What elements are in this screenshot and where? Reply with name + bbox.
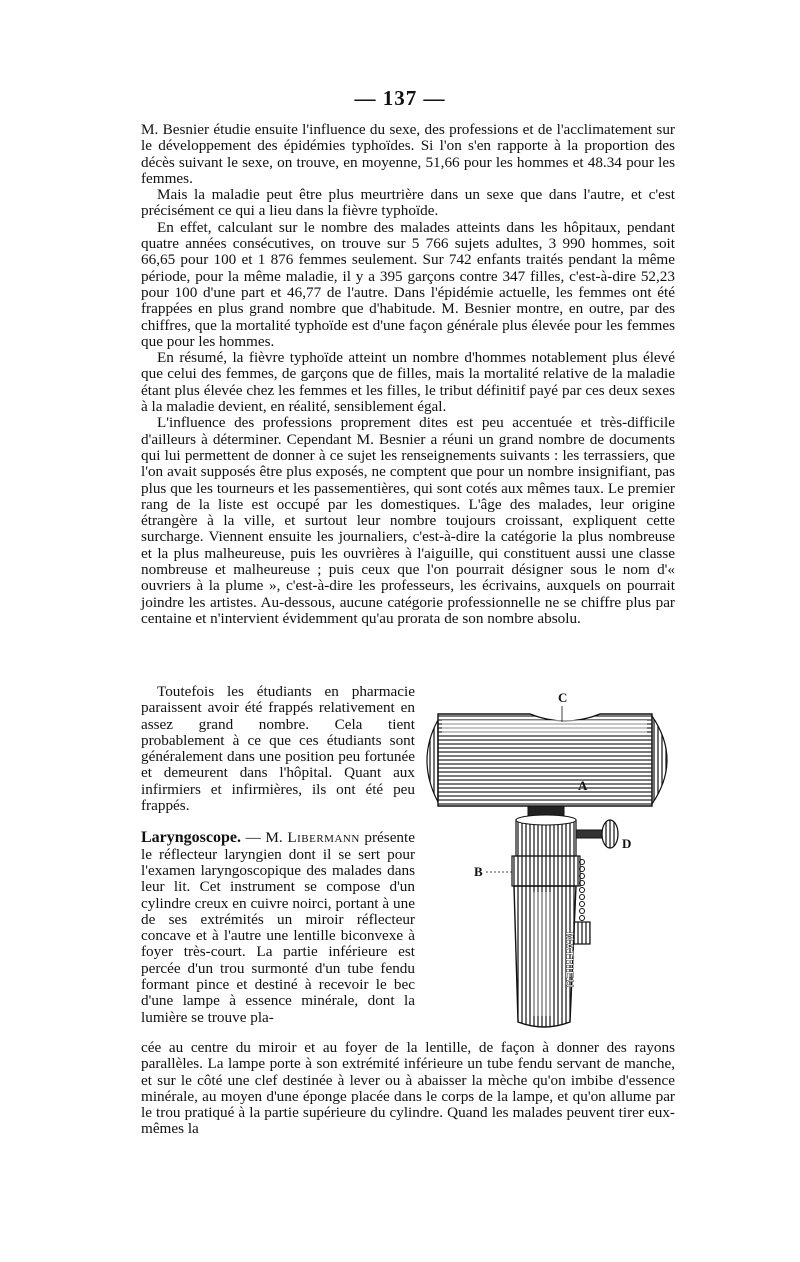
- author-name: Libermann: [287, 829, 360, 847]
- lamp-collar: [512, 856, 580, 886]
- paragraph-sex-influence: M. Besnier étudie ensuite l'influence du sexe, des professions et de l'acclimatement sur le développement des épidémies typhoïdes. Si l'on s'en rapporte à la proportion des décès suivant le sexe, on trouve, en moyenne, 51,66 pour les hommes et 48.34 pour les femmes.: [141, 121, 675, 187]
- figure-label-d: D: [622, 836, 632, 851]
- paragraph-laryngoscope-continued: cée au centre du miroir et au foyer de la lentille, de façon à donner des rayons parallèles. La lampe porte à son extrémité inférieure un tube fendu servant de manche, et sur le côté une clef destinée à lever ou à abaisser la mèche qu'on imbibe d'essence minérale, au moyen d'une éponge placée dans le corps de la lampe, et qu'on allume par le trou pratiqué à la partie supérieure du cylindre. Quand les malades peuvent tirer eux-mêmes la: [141, 1039, 675, 1138]
- section-heading-laryngoscope: Laryngoscope.: [141, 829, 241, 847]
- figure-label-c: C: [558, 690, 568, 705]
- paragraph-pharmacy-students: Toutefois les étudiants en pharmacie paraissent avoir été frappés relativement en assez grand nombre. Cela tient probablement à ce que ces étudiants sont généralement dans une position peu fortunée et demeurent dans l'hôpital. Quant aux infirmiers et infirmières, ils ont été peu frappés.: [141, 683, 415, 815]
- main-text-bottom: [141, 1040, 675, 1138]
- laryngoscope-illustration: [420, 682, 690, 1042]
- paragraph-summary: En résumé, la fièvre typhoïde atteint un nombre d'hommes notablement plus élevé que celui des femmes, de garçons que de filles, mais la mortalité relative de la maladie étant plus élevée chez les femmes et les filles, le tribut définitif payé par ces deux sexes à la maladie devient, en réalité, sensiblement égal.: [141, 349, 675, 416]
- paragraph-professions: L'influence des professions proprement dites est peu accentuée et très-difficile d'ailleurs à déterminer. Cependant M. Besnier a réuni un grand nombre de documents qui lui permettent de donner à ce sujet les renseignements suivants : les terrassiers, que l'on avait supposés être plus exposés, ne comptent que pour un nombre insignifiant, pas plus que les tourneurs et les passementières, qui sont cotés aux mêmes taux. Le premier rang de la liste est occupé par les domestiques. L'âge des malades, leur origine étrangère à la ville, et surtout leur nombre toujours croissant, expliquent cette surcharge. Viennent ensuite les journaliers, c'est-à-dire la catégorie la plus nombreuse et la plus malheureuse, puis les ouvrières à l'aiguille, qui constituent aussi une classe nombreuse et malheureuse ; puis ceux que l'on pourrait désigner sous le nom d'« ouvriers à la plume », c'est-à-dire les professeurs, les écrivains, auxquels on pourrait joindre les artistes. Au-dessous, aucune catégorie professionnelle ne se chiffre plus par centaine et n'intervient évidemment qu'au prorata de son nombre absolu.: [141, 414, 675, 627]
- heading-dash: — M.: [241, 829, 288, 847]
- main-text-top: [141, 122, 675, 627]
- maker-engraving: MATHIEU: [563, 932, 575, 989]
- paragraph-statistics: En effet, calculant sur le nombre des malades atteints dans les hôpitaux, pendant quatre années consécutives, on trouve sur 5 766 sujets adultes, 3 990 hommes, soit 66,65 pour 100 et 1 876 femmes seulement. Sur 742 enfants traités pendant la même période, pour la même maladie, il y a 395 garçons contre 347 filles, c'est-à-dire 52,23 pour 100 d'une part et 46,77 de l'autre. Dans l'épidémie actuelle, les femmes ont été frappées en plus grand nombre que d'habitude. M. Besnier montre, en outre, par des chiffres, que la mortalité typhoïde est d'une façon générale plus élevée pour les femmes que pour les hommes.: [141, 218, 675, 350]
- lens-end-cap: [652, 716, 667, 804]
- wrapped-text-column: [141, 684, 415, 1026]
- lamp-highlight: [532, 892, 552, 1016]
- paragraph-mortality: Mais la maladie peut être plus meurtrière dans un sexe que dans l'autre, et c'est précisément ce qui a lieu dans la fièvre typhoïde.: [141, 186, 675, 220]
- laryngoscope-description: présente le réflecteur laryngien dont il se sert pour l'examen laryngoscopique des malades dans leur lit. Cet instrument se compose d'un cylindre creux en cuivre noirci, portant à une de ses extrémités un miroir réflecteur concave et à l'autre une lentille biconvexe à foyer très-court. La partie inférieure est percée d'un trou surmonté d'un tube fendu formant pince et destiné à recevoir le bec d'une lampe à essence minérale, dont la lumière se trouve pla-: [141, 829, 415, 1026]
- figure-label-b: B: [474, 864, 483, 879]
- chain-weight: [574, 922, 590, 944]
- wick-key-shaft: [576, 830, 602, 838]
- cylinder-highlight: [442, 720, 647, 734]
- page-number: — 137 —: [354, 86, 446, 110]
- figure-label-a: A: [578, 778, 588, 793]
- paragraph-laryngoscope: [141, 830, 415, 1026]
- wick-key-knob: [602, 820, 618, 848]
- laryngoscope-figure: [420, 682, 690, 1042]
- mirror-end-cap: [427, 720, 438, 802]
